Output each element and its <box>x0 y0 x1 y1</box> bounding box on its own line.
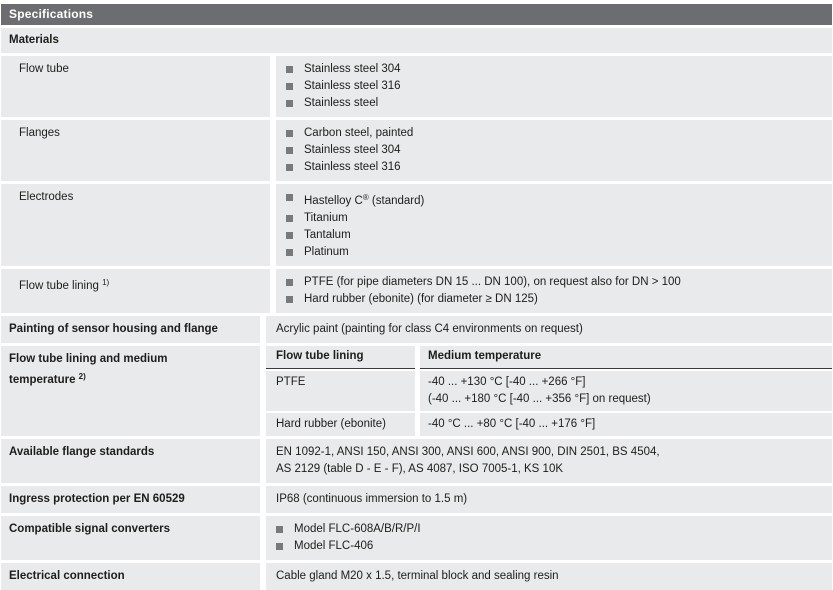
subtable-row-hard-rubber <box>266 413 832 436</box>
table-title-bar <box>1 4 832 25</box>
bullet-list <box>286 125 824 176</box>
bullet-list <box>276 521 824 555</box>
list-item: Stainless steel <box>286 95 824 112</box>
subtable-cell: PTFE <box>266 371 415 411</box>
subtable-cell: Hard rubber (ebonite) <box>266 413 415 436</box>
section-row-materials <box>1 28 832 53</box>
row-label: Painting of sensor housing and flange <box>1 316 260 343</box>
subtable-cell: -40 ... +130 °C [-40 ... +266 °F] (-40 ... +180 °C [-40 ... +356 °F] on request) <box>420 371 832 411</box>
row-label: Compatible signal converters <box>1 516 260 560</box>
list-item: Hastelloy C® (standard) <box>286 189 824 210</box>
spec-row-lining-medium-temperature <box>1 346 832 436</box>
spec-row-signal-converters <box>1 516 832 560</box>
table-title: Specifications <box>9 7 94 21</box>
row-label: Electrical connection <box>1 563 260 590</box>
row-value <box>266 516 832 560</box>
list-item: Stainless steel 304 <box>286 142 824 159</box>
row-value <box>276 120 832 181</box>
square-bullet-icon <box>286 279 293 286</box>
footnote-marker: 1) <box>102 278 110 287</box>
square-bullet-icon <box>286 249 293 256</box>
list-item: Platinum <box>286 244 824 261</box>
spec-row-flange-standards <box>1 439 832 483</box>
square-bullet-icon <box>286 232 293 239</box>
bullet-list <box>286 61 824 112</box>
row-label: Flow tube lining $^{1)}$ <box>1 269 270 313</box>
row-label: Flanges <box>1 120 270 181</box>
list-item: Stainless steel 304 <box>286 61 824 78</box>
spec-row-flanges <box>1 120 832 181</box>
row-value: IP68 (continuous immersion to 1.5 m) <box>266 486 832 513</box>
square-bullet-icon <box>286 296 293 303</box>
square-bullet-icon <box>286 164 293 171</box>
subtable-column-header: Medium temperature <box>420 346 832 369</box>
nested-subtable <box>266 346 832 436</box>
row-value <box>276 56 832 117</box>
spec-row-flow-tube <box>1 56 832 117</box>
footnote-marker: 2) <box>78 372 86 381</box>
subtable-cell: -40 °C ... +80 °C [-40 ... +176 °F] <box>420 413 832 436</box>
square-bullet-icon <box>276 543 283 550</box>
spec-row-electrodes <box>1 184 832 266</box>
bullet-list <box>286 274 824 308</box>
row-value: Acrylic paint (painting for class C4 environments on request) <box>266 316 832 343</box>
list-item: Carbon steel, painted <box>286 125 824 142</box>
square-bullet-icon <box>276 526 283 533</box>
list-item: Stainless steel 316 <box>286 78 824 95</box>
row-label: Flow tube <box>1 56 270 117</box>
spec-row-electrical-connection <box>1 563 832 590</box>
square-bullet-icon <box>286 194 293 201</box>
square-bullet-icon <box>286 130 293 137</box>
section-label: Materials <box>1 28 832 53</box>
list-item: PTFE (for pipe diameters DN 15 ... DN 100), on request also for DN > 100 <box>286 274 824 291</box>
list-item: Model FLC-406 <box>276 538 824 555</box>
square-bullet-icon <box>286 83 293 90</box>
square-bullet-icon <box>286 215 293 222</box>
list-item: Stainless steel 316 <box>286 159 824 176</box>
subtable-column-header: Flow tube lining <box>266 346 415 369</box>
row-label: Flow tube lining and medium temperature $^{2)}$ <box>1 346 260 436</box>
row-value <box>276 269 832 313</box>
list-item: Titanium <box>286 210 824 227</box>
row-label: Ingress protection per EN 60529 <box>1 486 260 513</box>
subtable-header-row <box>266 346 832 369</box>
square-bullet-icon <box>286 147 293 154</box>
row-value: Cable gland M20 x 1.5, terminal block and sealing resin <box>266 563 832 590</box>
list-item: Hard rubber (ebonite) (for diameter ≥ DN 125) <box>286 291 824 308</box>
registered-trademark-symbol: ® <box>362 193 369 202</box>
row-value: EN 1092-1, ANSI 150, ANSI 300, ANSI 600, ANSI 900, DIN 2501, BS 4504, AS 2129 (table D - E - F), AS 4087, ISO 7005-1, KS 10K <box>266 439 832 483</box>
bullet-list <box>286 189 824 261</box>
row-label: Available flange standards <box>1 439 260 483</box>
square-bullet-icon <box>286 66 293 73</box>
list-item: Model FLC-608A/B/R/P/I <box>276 521 824 538</box>
subtable-row-ptfe <box>266 371 832 411</box>
row-value <box>276 184 832 266</box>
row-label: Electrodes <box>1 184 270 266</box>
spec-row-ingress-protection <box>1 486 832 513</box>
spec-row-painting <box>1 316 832 343</box>
list-item: Tantalum <box>286 227 824 244</box>
spec-row-flow-tube-lining <box>1 269 832 313</box>
square-bullet-icon <box>286 100 293 107</box>
